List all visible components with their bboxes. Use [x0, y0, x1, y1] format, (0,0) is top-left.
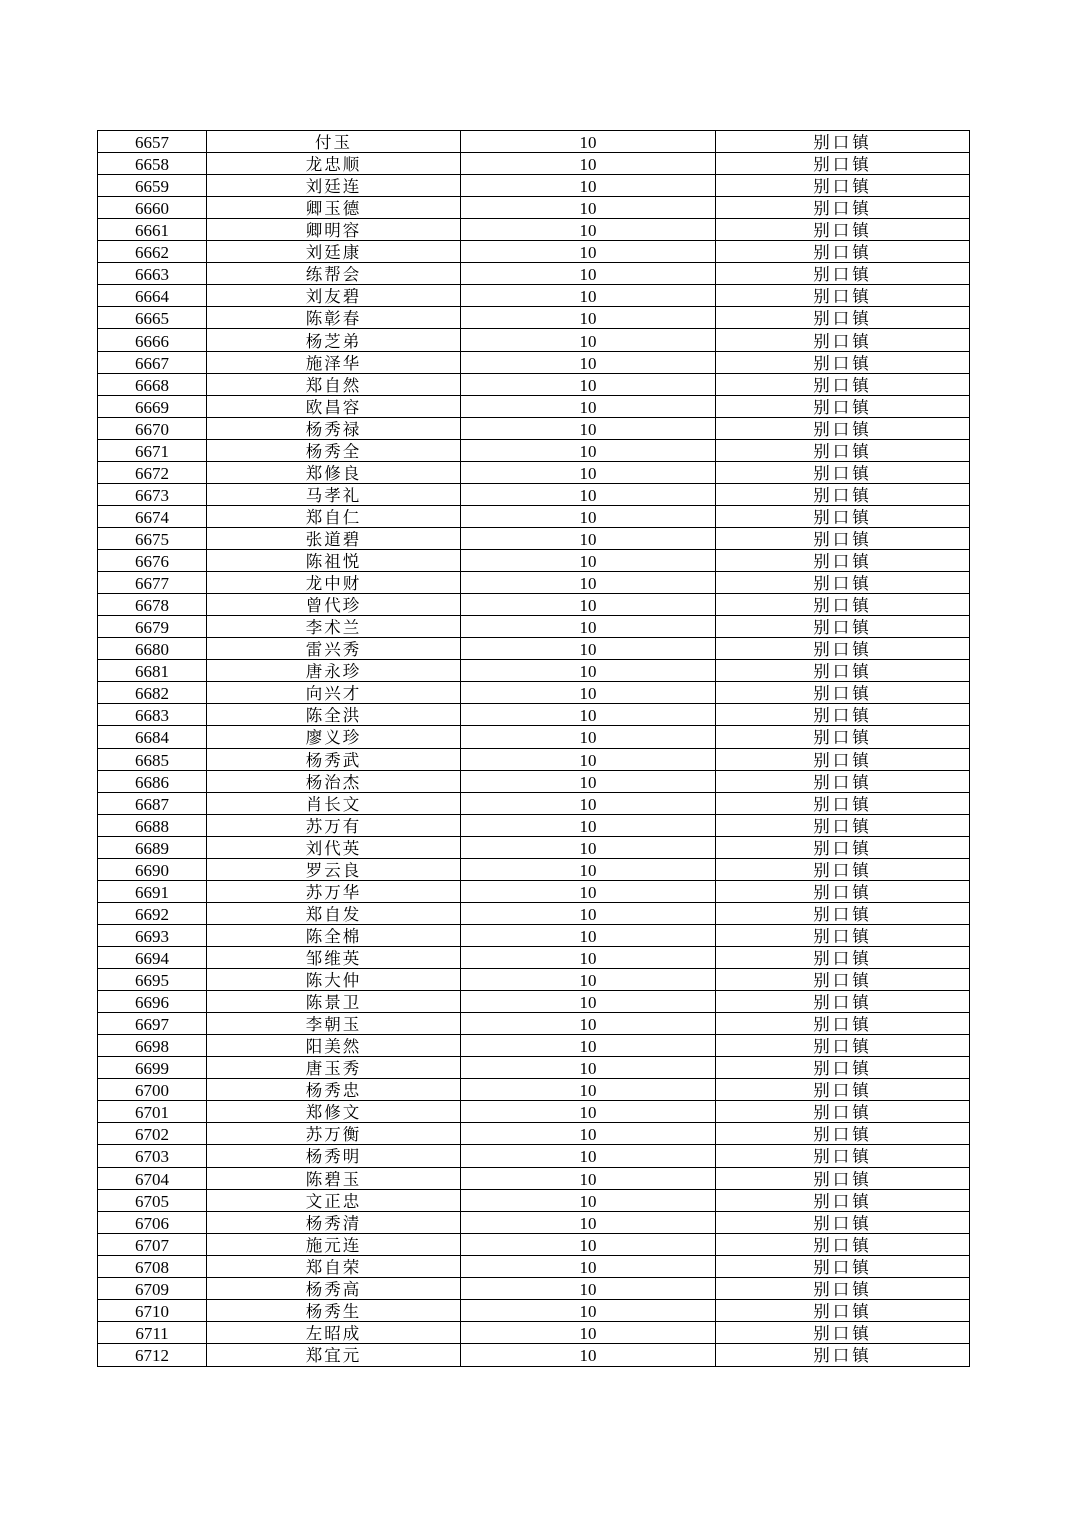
amount-cell: 10: [461, 528, 716, 550]
amount-cell: 10: [461, 352, 716, 374]
town-cell: 别口镇: [716, 793, 969, 815]
person-name-cell: 陈彰春: [207, 307, 461, 329]
person-name-cell: 肖长文: [207, 793, 461, 815]
town-cell: 别口镇: [716, 638, 969, 660]
row-number-cell: 6703: [98, 1145, 207, 1167]
amount-cell: 10: [461, 153, 716, 175]
row-number-cell: 6666: [98, 329, 207, 351]
row-number-cell: 6673: [98, 484, 207, 506]
person-name-cell: 向兴才: [207, 682, 461, 704]
town-cell: 别口镇: [716, 1057, 969, 1079]
person-name-cell: 龙忠顺: [207, 153, 461, 175]
person-name-cell: 卿玉德: [207, 197, 461, 219]
row-number-cell: 6677: [98, 572, 207, 594]
amount-cell: 10: [461, 374, 716, 396]
town-cell: 别口镇: [716, 991, 969, 1013]
town-cell: 别口镇: [716, 749, 969, 771]
town-cell: 别口镇: [716, 506, 969, 528]
row-number-cell: 6664: [98, 285, 207, 307]
person-name-cell: 李术兰: [207, 616, 461, 638]
row-number-cell: 6705: [98, 1190, 207, 1212]
town-cell: 别口镇: [716, 1300, 969, 1322]
town-cell: 别口镇: [716, 374, 969, 396]
row-number-cell: 6707: [98, 1234, 207, 1256]
person-name-cell: 马孝礼: [207, 484, 461, 506]
row-number-cell: 6667: [98, 352, 207, 374]
row-number-cell: 6672: [98, 462, 207, 484]
row-number-cell: 6670: [98, 418, 207, 440]
person-name-cell: 郑自仁: [207, 506, 461, 528]
amount-cell: 10: [461, 969, 716, 991]
person-name-cell: 文正忠: [207, 1190, 461, 1212]
row-number-cell: 6658: [98, 153, 207, 175]
amount-cell: 10: [461, 837, 716, 859]
row-number-cell: 6674: [98, 506, 207, 528]
person-name-cell: 练帮会: [207, 263, 461, 285]
person-name-cell: 陈景卫: [207, 991, 461, 1013]
person-name-cell: 杨芝弟: [207, 329, 461, 351]
amount-cell: 10: [461, 1123, 716, 1145]
amount-cell: 10: [461, 991, 716, 1013]
amount-cell: 10: [461, 197, 716, 219]
amount-cell: 10: [461, 1145, 716, 1167]
town-cell: 别口镇: [716, 352, 969, 374]
town-cell: 别口镇: [716, 1212, 969, 1234]
person-name-cell: 陈碧玉: [207, 1168, 461, 1190]
amount-cell: 10: [461, 594, 716, 616]
row-number-cell: 6695: [98, 969, 207, 991]
person-name-cell: 左昭成: [207, 1322, 461, 1344]
row-number-cell: 6685: [98, 749, 207, 771]
person-name-cell: 雷兴秀: [207, 638, 461, 660]
town-cell: 别口镇: [716, 682, 969, 704]
person-name-cell: 张道碧: [207, 528, 461, 550]
town-cell: 别口镇: [716, 572, 969, 594]
town-cell: 别口镇: [716, 153, 969, 175]
town-cell: 别口镇: [716, 969, 969, 991]
amount-cell: 10: [461, 1035, 716, 1057]
row-number-cell: 6700: [98, 1079, 207, 1101]
town-cell: 别口镇: [716, 1013, 969, 1035]
person-name-cell: 杨秀生: [207, 1300, 461, 1322]
amount-cell: 10: [461, 219, 716, 241]
person-name-cell: 罗云良: [207, 859, 461, 881]
town-cell: 别口镇: [716, 1190, 969, 1212]
amount-cell: 10: [461, 925, 716, 947]
row-number-cell: 6686: [98, 771, 207, 793]
amount-cell: 10: [461, 241, 716, 263]
town-cell: 别口镇: [716, 1101, 969, 1123]
person-name-cell: 杨秀武: [207, 749, 461, 771]
row-number-cell: 6711: [98, 1322, 207, 1344]
amount-cell: 10: [461, 1057, 716, 1079]
person-name-cell: 苏万华: [207, 881, 461, 903]
amount-cell: 10: [461, 947, 716, 969]
amount-cell: 10: [461, 1101, 716, 1123]
roster-table: [97, 130, 970, 1367]
person-name-cell: 唐永珍: [207, 660, 461, 682]
amount-cell: 10: [461, 1212, 716, 1234]
amount-cell: 10: [461, 859, 716, 881]
amount-cell: 10: [461, 1256, 716, 1278]
row-number-cell: 6689: [98, 837, 207, 859]
amount-cell: 10: [461, 440, 716, 462]
person-name-cell: 郑自荣: [207, 1256, 461, 1278]
person-name-cell: 卿明容: [207, 219, 461, 241]
amount-cell: 10: [461, 1278, 716, 1300]
amount-cell: 10: [461, 793, 716, 815]
town-cell: 别口镇: [716, 903, 969, 925]
town-cell: 别口镇: [716, 550, 969, 572]
town-cell: 别口镇: [716, 771, 969, 793]
town-cell: 别口镇: [716, 396, 969, 418]
amount-cell: 10: [461, 771, 716, 793]
row-number-cell: 6694: [98, 947, 207, 969]
town-cell: 别口镇: [716, 1234, 969, 1256]
row-number-cell: 6660: [98, 197, 207, 219]
town-cell: 别口镇: [716, 528, 969, 550]
amount-cell: 10: [461, 396, 716, 418]
row-number-cell: 6709: [98, 1278, 207, 1300]
amount-cell: 10: [461, 131, 716, 153]
town-cell: 别口镇: [716, 859, 969, 881]
amount-cell: 10: [461, 263, 716, 285]
person-name-cell: 龙中财: [207, 572, 461, 594]
person-name-cell: 刘廷连: [207, 175, 461, 197]
amount-cell: 10: [461, 903, 716, 925]
town-cell: 别口镇: [716, 947, 969, 969]
amount-cell: 10: [461, 1344, 716, 1366]
town-cell: 别口镇: [716, 285, 969, 307]
row-number-cell: 6701: [98, 1101, 207, 1123]
row-number-cell: 6661: [98, 219, 207, 241]
row-number-cell: 6712: [98, 1344, 207, 1366]
town-cell: 别口镇: [716, 175, 969, 197]
row-number-cell: 6671: [98, 440, 207, 462]
town-cell: 别口镇: [716, 1079, 969, 1101]
amount-cell: 10: [461, 749, 716, 771]
town-cell: 别口镇: [716, 329, 969, 351]
town-cell: 别口镇: [716, 462, 969, 484]
town-cell: 别口镇: [716, 219, 969, 241]
town-cell: 别口镇: [716, 1035, 969, 1057]
amount-cell: 10: [461, 1190, 716, 1212]
row-number-cell: 6675: [98, 528, 207, 550]
person-name-cell: 邹维英: [207, 947, 461, 969]
row-number-cell: 6665: [98, 307, 207, 329]
town-cell: 别口镇: [716, 1168, 969, 1190]
amount-cell: 10: [461, 175, 716, 197]
amount-cell: 10: [461, 660, 716, 682]
amount-cell: 10: [461, 506, 716, 528]
town-cell: 别口镇: [716, 241, 969, 263]
row-number-cell: 6690: [98, 859, 207, 881]
row-number-cell: 6706: [98, 1212, 207, 1234]
town-cell: 别口镇: [716, 484, 969, 506]
amount-cell: 10: [461, 616, 716, 638]
row-number-cell: 6682: [98, 682, 207, 704]
row-number-cell: 6698: [98, 1035, 207, 1057]
amount-cell: 10: [461, 484, 716, 506]
person-name-cell: 杨秀禄: [207, 418, 461, 440]
row-number-cell: 6699: [98, 1057, 207, 1079]
town-cell: 别口镇: [716, 197, 969, 219]
town-cell: 别口镇: [716, 307, 969, 329]
town-cell: 别口镇: [716, 263, 969, 285]
person-name-cell: 杨秀清: [207, 1212, 461, 1234]
row-number-cell: 6662: [98, 241, 207, 263]
town-cell: 别口镇: [716, 837, 969, 859]
person-name-cell: 陈大仲: [207, 969, 461, 991]
town-cell: 别口镇: [716, 815, 969, 837]
person-name-cell: 唐玉秀: [207, 1057, 461, 1079]
person-name-cell: 付玉: [207, 131, 461, 153]
person-name-cell: 刘廷康: [207, 241, 461, 263]
row-number-cell: 6676: [98, 550, 207, 572]
amount-cell: 10: [461, 550, 716, 572]
row-number-cell: 6680: [98, 638, 207, 660]
person-name-cell: 郑自然: [207, 374, 461, 396]
town-cell: 别口镇: [813, 1346, 872, 1366]
row-number-cell: 6659: [98, 175, 207, 197]
amount-cell: 10: [461, 1168, 716, 1190]
amount-cell: 10: [461, 726, 716, 748]
person-name-cell: 施泽华: [207, 352, 461, 374]
person-name-cell: 施元连: [207, 1234, 461, 1256]
town-cell: 别口镇: [716, 704, 969, 726]
town-cell: 别口镇: [716, 594, 969, 616]
row-number-cell: 6688: [98, 815, 207, 837]
amount-cell: 10: [461, 815, 716, 837]
row-number-cell: 6691: [98, 881, 207, 903]
person-name-cell: 杨治杰: [207, 771, 461, 793]
row-number-cell: 6684: [98, 726, 207, 748]
row-number-cell: 6697: [98, 1013, 207, 1035]
person-name-cell: 刘代英: [207, 837, 461, 859]
person-name-cell: 杨秀忠: [207, 1079, 461, 1101]
row-number-cell: 6669: [98, 396, 207, 418]
town-cell: 别口镇: [716, 726, 969, 748]
row-number-cell: 6663: [98, 263, 207, 285]
town-cell: 别口镇: [716, 1278, 969, 1300]
town-cell: 别口镇: [716, 616, 969, 638]
amount-cell: 10: [461, 418, 716, 440]
person-name-cell: 曾代珍: [207, 594, 461, 616]
row-number-cell: 6692: [98, 903, 207, 925]
amount-cell: 10: [461, 1234, 716, 1256]
row-number-cell: 6708: [98, 1256, 207, 1278]
person-name-cell: 欧昌容: [207, 396, 461, 418]
person-name-cell: 李朝玉: [207, 1013, 461, 1035]
amount-cell: 10: [461, 682, 716, 704]
row-number-cell: 6702: [98, 1123, 207, 1145]
person-name-cell: 郑修文: [207, 1101, 461, 1123]
person-name-cell: 郑自发: [207, 903, 461, 925]
row-number-cell: 6696: [98, 991, 207, 1013]
amount-cell: 10: [461, 1300, 716, 1322]
row-number-cell: 6693: [98, 925, 207, 947]
person-name-cell: 阳美然: [207, 1035, 461, 1057]
row-number-cell: 6683: [98, 704, 207, 726]
person-name-cell: 郑宜元: [207, 1344, 461, 1366]
amount-cell: 10: [461, 462, 716, 484]
row-number-cell: 6687: [98, 793, 207, 815]
town-cell: 别口镇: [716, 440, 969, 462]
town-cell: 别口镇: [716, 1123, 969, 1145]
amount-cell: 10: [461, 704, 716, 726]
person-name-cell: 郑修良: [207, 462, 461, 484]
town-cell: 别口镇: [716, 131, 969, 153]
town-cell: 别口镇: [716, 660, 969, 682]
row-number-cell: 6710: [98, 1300, 207, 1322]
row-number-cell: 6678: [98, 594, 207, 616]
amount-cell: 10: [461, 881, 716, 903]
row-number-cell: 6681: [98, 660, 207, 682]
person-name-cell: 刘友碧: [207, 285, 461, 307]
amount-cell: 10: [461, 1322, 716, 1344]
person-name-cell: 廖义珍: [207, 726, 461, 748]
person-name-cell: 杨秀明: [207, 1145, 461, 1167]
town-cell: 别口镇: [716, 1256, 969, 1278]
amount-cell: 10: [461, 1013, 716, 1035]
town-cell: 别口镇: [716, 1322, 969, 1344]
amount-cell: 10: [461, 307, 716, 329]
person-name-cell: 苏万衡: [207, 1123, 461, 1145]
town-cell: 别口镇: [716, 418, 969, 440]
person-name-cell: 杨秀高: [207, 1278, 461, 1300]
person-name-cell: 陈全棉: [207, 925, 461, 947]
person-name-cell: 陈全洪: [207, 704, 461, 726]
person-name-cell: 陈祖悦: [207, 550, 461, 572]
town-cell: 别口镇: [716, 881, 969, 903]
row-number-cell: 6668: [98, 374, 207, 396]
row-number-cell: 6679: [98, 616, 207, 638]
amount-cell: 10: [461, 329, 716, 351]
row-number-cell: 6657: [98, 131, 207, 153]
row-number-cell: 6704: [98, 1168, 207, 1190]
amount-cell: 10: [461, 1079, 716, 1101]
town-cell: 别口镇: [716, 925, 969, 947]
person-name-cell: 杨秀全: [207, 440, 461, 462]
amount-cell: 10: [461, 572, 716, 594]
person-name-cell: 苏万有: [207, 815, 461, 837]
amount-cell: 10: [461, 285, 716, 307]
town-cell: 别口镇: [716, 1145, 969, 1167]
amount-cell: 10: [461, 638, 716, 660]
